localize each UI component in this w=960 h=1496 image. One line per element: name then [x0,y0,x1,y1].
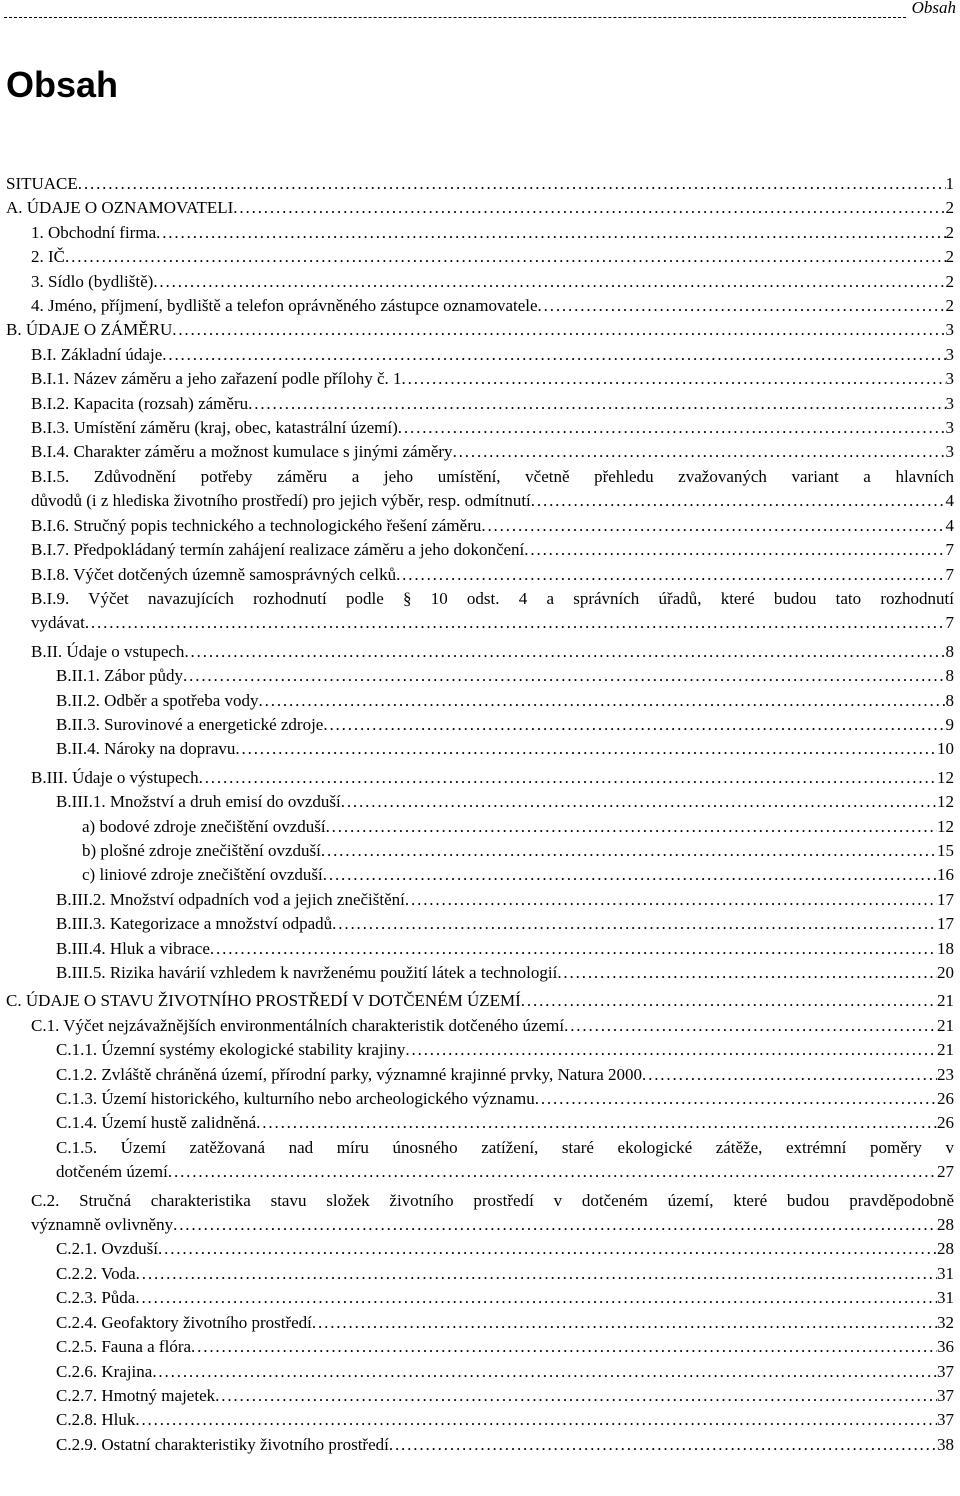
toc-entry-title: B.I.8. Výčet dotčených územně samosprávných celků [31,564,397,584]
toc-dot-leader [326,815,937,839]
toc-entry-title: B.II.1. Zábor půdy [56,666,184,686]
toc-page-number: 37 [937,1361,954,1381]
toc-entry[interactable] [6,815,954,839]
page-title: Obsah [6,64,119,105]
toc-page-number: 1 [945,174,954,193]
toc-entry-title: B.I.4. Charakter záměru a možnost kumulace s jinými záměry [31,442,453,462]
toc-dot-leader [215,1384,937,1408]
toc-page-number: 32 [937,1312,954,1332]
toc-entry[interactable] [6,790,954,814]
toc-entry[interactable] [6,1237,954,1261]
toc-dot-leader [323,863,937,887]
toc-entry[interactable] [6,664,954,688]
toc-entry-title-continued: dotčeném území [56,1162,168,1182]
toc-entry-title: B.I. Základní údaje [31,344,163,364]
toc-page-number: 4 [945,515,954,535]
toc-entry-title: C.1.3. Území historického, kulturního nebo archeologického významu [56,1089,535,1109]
toc-page-number: 9 [945,714,954,734]
toc-dot-leader [168,1160,937,1184]
toc-entry[interactable] [6,912,954,936]
toc-dot-leader [453,440,946,464]
toc-entry-title: B.II. Údaje o vstupech [31,641,185,661]
toc-entry[interactable] [6,640,954,664]
toc-dot-leader [535,1087,937,1111]
toc-entry[interactable] [6,1408,954,1432]
toc-entry[interactable] [6,839,954,863]
toc-entry[interactable] [6,196,954,220]
toc-entry-title: B.III.1. Množství a druh emisí do ovzduší [56,792,341,812]
toc-dot-leader [191,1335,937,1359]
toc-dot-leader [135,1286,937,1310]
toc-page-number: 3 [945,320,954,340]
toc-dot-leader [65,245,946,269]
toc-page-number: 36 [937,1337,954,1357]
toc-dot-leader [405,1038,937,1062]
toc-entry[interactable] [6,440,954,464]
toc-entry[interactable] [6,587,954,636]
toc-page-number: 3 [945,418,954,438]
toc-page-number: 21 [937,991,954,1011]
toc-entry[interactable] [6,514,954,538]
toc-entry[interactable] [6,1189,954,1238]
toc-entry-title: B.I.9. Výčet navazujících rozhodnutí podle § 10 odst. 4 a správních úřadů, které budou tato rozhodnutí [31,588,954,608]
toc-dot-leader [210,937,937,961]
toc-page-number: 3 [945,442,954,462]
toc-entry-title: c) liniové zdroje znečištění ovzduší [82,865,323,885]
toc-page-number: 2 [945,198,954,218]
toc-page-number: 21 [937,1015,954,1035]
toc-page-number: 20 [937,963,954,982]
toc-dot-leader [162,343,945,367]
toc-entry-title: C.2.1. Ovzduší [56,1239,158,1259]
toc-entry-title-continued: důvodů (i z hlediska životního prostředí) pro jejich výběr, resp. odmítnutí [31,491,531,511]
toc-entry[interactable] [6,343,954,367]
toc-entry-title: B.III. Údaje o výstupech [31,767,199,787]
toc-entry[interactable] [6,294,954,318]
toc-entry-title: C.1.5. Území zatěžovaná nad míru únosného zatížení, staré ekologické zátěže, extrémní poměry v [56,1137,954,1157]
toc-entry-title: B.III.3. Kategorizace a množství odpadů [56,914,333,934]
toc-dot-leader [248,392,945,416]
toc-entry[interactable] [6,1262,954,1286]
toc-entry[interactable] [6,766,954,790]
toc-page-number: 4 [945,491,954,511]
toc-entry-title: B.I.6. Stručný popis technického a technologického řešení záměru [31,515,482,535]
toc-entry-title: B.I.3. Umístění záměru (kraj, obec, katastrální území) [31,418,398,438]
toc-page-number: 7 [945,564,954,584]
toc-page-number: 38 [937,1434,954,1454]
toc-entry[interactable] [6,1111,954,1135]
toc-entry-title: B. ÚDAJE O ZÁMĚRU [6,320,173,340]
header-dashed-rule [4,17,956,18]
toc-entry-title: B.III.2. Množství odpadních vod a jejich znečištění [56,889,405,909]
toc-entry[interactable] [6,713,954,737]
toc-entry[interactable] [6,1136,954,1185]
toc-dot-leader [642,1063,937,1087]
toc-dot-leader [531,489,946,513]
toc-entry[interactable] [6,465,954,514]
toc-dot-leader [256,1111,937,1135]
header-title: Obsah [908,0,956,18]
toc-dot-leader [341,790,937,814]
toc-dot-leader [85,611,946,635]
toc-dot-leader [389,1433,937,1457]
toc-entry[interactable] [6,1063,954,1087]
toc-page-number: 2 [945,222,954,242]
toc-entry-title: B.I.1. Název záměru a jeho zařazení podle přílohy č. 1 [31,369,402,389]
toc-page-number: 8 [945,666,954,686]
toc-entry[interactable] [6,1087,954,1111]
toc-page-number: 18 [937,938,954,958]
toc-entry[interactable] [6,1335,954,1359]
toc-entry-title: 3. Sídlo (bydliště) [31,271,154,291]
toc-entry[interactable] [6,989,954,1013]
toc-page-number: 31 [937,1263,954,1283]
toc-entry-title: C.1.4. Území hustě zalidněná [56,1113,257,1133]
toc-entry[interactable] [6,689,954,713]
toc-entry[interactable] [6,245,954,269]
toc-entry[interactable] [6,1311,954,1335]
toc-entry-title: B.I.7. Předpokládaný termín zahájení realizace záměru a jeho dokončení [31,540,525,560]
toc-dot-leader [135,1408,937,1432]
toc-dot-leader [332,912,937,936]
toc-page-number: 28 [937,1239,954,1259]
toc-entry-title: B.II.4. Nároky na dopravu [56,739,236,759]
toc-dot-leader [398,416,946,440]
toc-entry[interactable] [6,961,954,985]
toc-dot-leader [396,563,945,587]
toc-page-number: 8 [945,641,954,661]
toc-page-number: 23 [937,1064,954,1084]
toc-entry[interactable] [6,1433,954,1457]
toc-page-number: 26 [937,1089,954,1109]
toc-page-number: 15 [937,840,954,860]
toc-dot-leader [405,888,937,912]
toc-entry[interactable] [6,367,954,391]
toc-entry-title: C.1.1. Územní systémy ekologické stability krajiny [56,1040,406,1060]
toc-entry-title: B.II.2. Odběr a spotřeba vody [56,690,259,710]
toc-entry[interactable] [6,538,954,562]
toc-page-number: 3 [945,369,954,389]
toc-entry-title: C. ÚDAJE O STAVU ŽIVOTNÍHO PROSTŘEDÍ V DOTČENÉM ÚZEMÍ [6,991,521,1011]
toc-entry-title: C.2.7. Hmotný majetek [56,1385,216,1405]
toc-entry-title: C.2.6. Krajina [56,1361,153,1381]
toc-page-number: 2 [945,247,954,267]
toc-entry-title: C.2.3. Půda [56,1288,136,1308]
toc-entry-title: C.2.4. Geofaktory životního prostředí [56,1312,312,1332]
toc-dot-leader [233,196,945,220]
toc-dot-leader [136,1262,937,1286]
toc-page-number: 17 [937,914,954,934]
toc-dot-leader [172,318,945,342]
toc-page-number: 2 [945,271,954,291]
toc-entry-title: C.1. Výčet nejzávažnějších environmentálních charakteristik dotčeného území [31,1015,565,1035]
toc-entry[interactable] [6,1286,954,1310]
toc-entry-title: B.I.5. Zdůvodnění potřeby záměru a jeho umístění, včetně přehledu zvažovaných variant a hlavních [31,466,954,486]
toc-dot-leader [323,713,945,737]
toc-dot-leader [235,737,937,761]
toc-entry-title: C.2.8. Hluk [56,1410,136,1430]
toc-entry-title: C.2.5. Fauna a flóra [56,1337,192,1357]
toc-dot-leader [402,367,946,391]
toc-page-number: 21 [937,1040,954,1060]
toc-page-number: 26 [937,1113,954,1133]
toc-entry-title: b) plošné zdroje znečištění ovzduší [82,840,321,860]
toc-dot-leader [199,766,937,790]
toc-entry[interactable] [6,416,954,440]
toc-page-number: 37 [937,1410,954,1430]
toc-entry[interactable] [6,863,954,887]
toc-page-number: 37 [937,1385,954,1405]
toc-entry[interactable] [6,172,954,196]
toc-entry-title: 2. IČ [31,247,65,267]
toc-entry[interactable] [6,563,954,587]
toc-page-number: 12 [937,816,954,836]
toc-dot-leader [321,839,937,863]
toc-entry[interactable] [6,737,954,761]
toc-page-number: 16 [937,865,954,885]
toc-page-number: 2 [945,296,954,316]
toc-dot-leader [78,172,946,196]
toc-entry-title: C.2. Stručná charakteristika stavu složek životního prostředí v dotčeném území, které budou pravděpodobně [31,1190,954,1210]
toc-entry[interactable] [6,937,954,961]
toc-dot-leader [152,1360,937,1384]
toc-entry[interactable] [6,1014,954,1038]
toc-entry-title: C.2.2. Voda [56,1263,136,1283]
running-header [0,0,960,22]
toc-page-number: 7 [945,613,954,633]
toc-entry-title: A. ÚDAJE O OZNAMOVATELI [6,198,234,218]
toc-dot-leader [312,1311,937,1335]
toc-dot-leader [557,961,937,985]
toc-dot-leader [481,514,945,538]
toc-dot-leader [521,989,937,1013]
toc-entry[interactable] [6,221,954,245]
toc-entry-title-continued: vydávat [31,613,85,633]
toc-dot-leader [259,689,946,713]
toc-dot-leader [183,664,945,688]
toc-dot-leader [184,640,945,664]
toc-entry[interactable] [6,1360,954,1384]
toc-dot-leader [158,1237,937,1261]
toc-page-number: 17 [937,889,954,909]
toc-dot-leader [153,270,945,294]
toc-entry[interactable] [6,1038,954,1062]
toc-entry-title: B.I.2. Kapacita (rozsah) záměru [31,393,249,413]
toc-entry-title: B.III.4. Hluk a vibrace [56,938,210,958]
toc-page-number: 7 [945,540,954,560]
toc-page-number: 27 [937,1162,954,1182]
toc-entry-title: B.II.3. Surovinové a energetické zdroje [56,714,324,734]
toc-page-number: 31 [937,1288,954,1308]
toc-entry[interactable] [6,318,954,342]
toc-entry-title: 1. Obchodní firma [31,222,157,242]
toc-entry-title: B.III.5. Rizika havárií vzhledem k navrženému použití látek a technologií [56,963,558,982]
toc-page-number: 28 [937,1215,954,1235]
toc-dot-leader [156,221,945,245]
toc-dot-leader [524,538,945,562]
toc-dot-leader [564,1014,937,1038]
toc-page-number: 12 [937,792,954,812]
toc-dot-leader [173,1213,937,1237]
toc-entry[interactable] [6,392,954,416]
toc-entry-title: 4. Jméno, příjmení, bydliště a telefon oprávněného zástupce oznamovatele [31,296,538,316]
toc-page-number: 10 [937,739,954,759]
toc-entry-title: C.2.9. Ostatní charakteristiky životního prostředí [56,1434,389,1454]
toc-entry[interactable] [6,270,954,294]
toc-entry[interactable] [6,1384,954,1408]
toc-entry-title: C.1.2. Zvláště chráněná území, přírodní parky, významné krajinné prvky, Natura 2000 [56,1064,642,1084]
table-of-contents [6,172,954,1457]
toc-page-number: 12 [937,767,954,787]
toc-dot-leader [538,294,946,318]
toc-page-number: 3 [945,344,954,364]
toc-page-number: 3 [945,393,954,413]
toc-entry-title-continued: významně ovlivněny [31,1215,174,1235]
toc-entry-title: SITUACE [6,174,78,193]
toc-entry-title: a) bodové zdroje znečištění ovzduší [82,816,326,836]
toc-page-number: 8 [945,690,954,710]
toc-entry[interactable] [6,888,954,912]
